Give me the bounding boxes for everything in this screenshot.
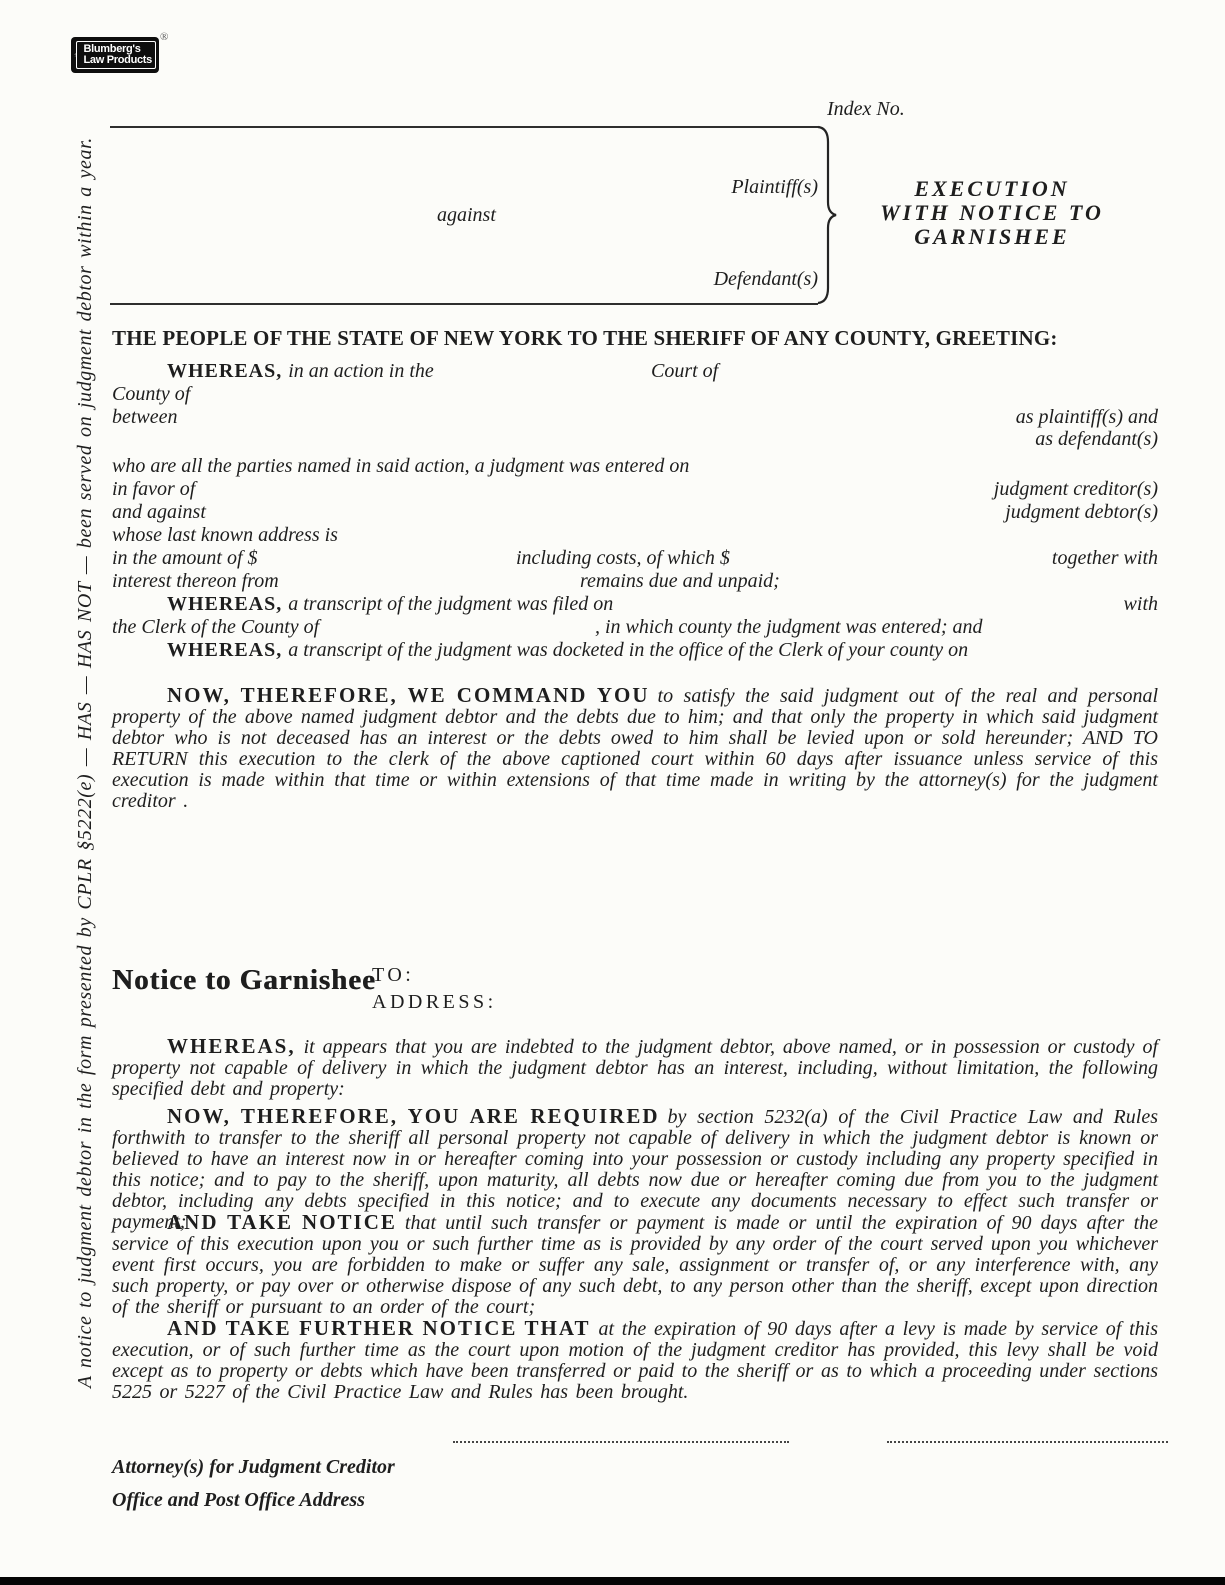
form-row-whereas-transcript-filed <box>112 593 1158 616</box>
form-row-amount <box>112 547 1158 570</box>
logo-frame <box>76 41 156 69</box>
paragraph-lead: WHEREAS, <box>167 1034 296 1058</box>
paragraph-body: at the expiration of 90 days after a levy is made by service of this execution, or of such further time as the court upon motion of the judgment creditor has provided, this levy shall be void except as to property or debts which have been transferred or paid to the sheriff or as to which a proceeding under sections 5225 or 5227 of the Civil Practice Law and Rules has been brought. <box>112 1318 1158 1403</box>
row-text: the Clerk of the County of <box>112 616 320 638</box>
command-body-2: this execution to the clerk of the above captioned court within 60 days after issuance unless service of this execution is made within that time or within extensions of that time made in writing by the attorney(s) for the judgment creditor . <box>112 748 1159 812</box>
paragraph-lead: AND TAKE NOTICE <box>167 1210 397 1234</box>
row-text: in the amount of $ <box>112 547 258 569</box>
paragraph-lead: AND TAKE FURTHER NOTICE THAT <box>167 1316 591 1340</box>
row-text: whose last known address is <box>112 524 338 546</box>
logo-line-2: Law Products <box>83 54 152 66</box>
court-of-label: Court of <box>651 360 719 382</box>
form-row-last-known-address <box>112 524 1158 547</box>
signature-dotted-line-1 <box>453 1441 789 1443</box>
caption-brace <box>815 125 839 305</box>
document-title <box>860 177 1124 249</box>
judgment-entered-label: , in which county the judgment was entered; and <box>595 616 983 638</box>
paragraph-lead: NOW, THEREFORE, YOU ARE REQUIRED <box>167 1104 660 1128</box>
notice-to-garnishee-heading: Notice to Garnishee <box>112 964 376 996</box>
form-row-whereas-transcript-docketed <box>112 639 1158 662</box>
defendant-label: Defendant(s) <box>713 268 818 290</box>
form-row-in-favor-of <box>112 478 1158 501</box>
logo-brand-text <box>83 44 152 67</box>
row-text: interest thereon from <box>112 570 279 592</box>
paragraph-body: that until such transfer or payment is made or until the expiration of 90 days after the service of this execution upon you or such further time as is provided by any order of the court served upon you whichever event first occurs, you are forbidden to make or suffer any sale, assignment or transfer of, or any interference with, any such property, or pay over or otherwise dispose of any such debt, to any person other than the sheriff, except upon direction of the sheriff or pursuant to an order of the court; <box>112 1212 1158 1318</box>
including-costs-label: including costs, of which $ <box>516 547 730 569</box>
as-defendants-label: as defendant(s) <box>1035 428 1158 450</box>
form-row-whereas-action <box>112 360 1158 383</box>
paragraph-body: it appears that you are indebted to the judgment debtor, above named, or in possession or custody of property not capable of delivery in which the judgment debtor has an interest, including, without limitation, the following specified debt and property: <box>112 1036 1158 1100</box>
row-text: a transcript of the judgment was filed on <box>288 593 614 615</box>
command-paragraph <box>112 685 1158 812</box>
publisher-logo <box>71 37 159 73</box>
form-row-county-of <box>112 383 1158 406</box>
caption-top-rule <box>110 126 818 128</box>
row-text: who are all the parties named in said action, a judgment was entered on <box>112 455 690 477</box>
paragraph-body: by section 5232(a) of the Civil Practice Law and Rules forthwith to transfer to the sheriff all personal property not capable of delivery in which the judgment debtor is known or believed to have an interest now in or hereafter coming into your possession or custody including any property specified in this notice; and to pay to the sheriff, upon maturity, all debts now due or hereafter coming due from you to the judgment debtor, including any debts specified in this notice; and to execute any documents necessary to effect such transfer or payment; <box>112 1106 1158 1233</box>
document-title-line-3: GARNISHEE <box>914 224 1070 249</box>
take-further-notice-paragraph <box>112 1318 1158 1403</box>
document-title-line-1: EXECUTION <box>914 176 1070 201</box>
row-text: in favor of <box>112 478 196 500</box>
garnishee-whereas-paragraph <box>112 1036 1158 1100</box>
form-row-parties-named <box>112 455 1158 478</box>
command-body-1: to satisfy the said judgment out of the real and personal property of the above named judgment debtor and the debts due to him; and that only the property in which said judgment debtor who is not deceased has an interest or the debts owed to him shall be levied upon or sold hereunder; <box>112 685 1158 749</box>
scan-edge-bar <box>0 1577 1225 1585</box>
attorney-for-creditor-label: Attorney(s) for Judgment Creditor <box>112 1456 395 1478</box>
registered-trademark-icon: ® <box>160 31 169 43</box>
command-lead: NOW, THEREFORE, WE COMMAND YOU <box>167 683 650 707</box>
to-label: TO: <box>372 964 415 986</box>
row-text: and against <box>112 501 206 523</box>
form-row-interest <box>112 570 1158 593</box>
address-label: ADDRESS: <box>372 991 497 1013</box>
row-text: between <box>112 406 178 428</box>
office-address-label: Office and Post Office Address <box>112 1489 365 1511</box>
whereas-lead: WHEREAS, <box>167 593 283 615</box>
whereas-lead: WHEREAS, <box>167 360 283 382</box>
form-row-between <box>112 406 1158 429</box>
judgment-creditor-label: judgment creditor(s) <box>993 478 1158 500</box>
judgment-debtor-label: judgment debtor(s) <box>1005 501 1158 523</box>
index-no-label: Index No. <box>827 98 905 120</box>
against-label: against <box>437 204 496 226</box>
as-plaintiffs-label: as plaintiff(s) and <box>1015 406 1158 428</box>
row-text: in an action in the <box>288 360 434 382</box>
with-label: with <box>1123 593 1158 615</box>
greeting-line: THE PEOPLE OF THE STATE OF NEW YORK TO THE SHERIFF OF ANY COUNTY, GREETING: <box>112 326 1058 350</box>
row-text: a transcript of the judgment was docketed in the office of the Clerk of your county on <box>288 639 969 661</box>
remains-due-label: remains due and unpaid; <box>580 570 780 592</box>
form-row-as-defendant <box>112 428 1158 451</box>
document-title-line-2: WITH NOTICE TO <box>880 200 1104 225</box>
caption-bottom-rule <box>110 303 818 305</box>
plaintiff-label: Plaintiff(s) <box>731 176 818 198</box>
row-text: County of <box>112 383 191 405</box>
command-emphasis: AND TO RETURN <box>112 727 1158 770</box>
take-notice-paragraph <box>112 1212 1158 1318</box>
whereas-lead: WHEREAS, <box>167 639 283 661</box>
logo-line-1: Blumberg's <box>83 42 141 55</box>
form-row-clerk-of-county <box>112 616 1158 639</box>
signature-dotted-line-2 <box>887 1441 1168 1443</box>
form-row-and-against <box>112 501 1158 524</box>
together-with-label: together with <box>1051 547 1158 569</box>
vertical-margin-note: A notice to judgment debtor in the form presented by CPLR §5222(e) — HAS — HAS NOT — been served on judgment debtor within a year. <box>74 137 96 1388</box>
